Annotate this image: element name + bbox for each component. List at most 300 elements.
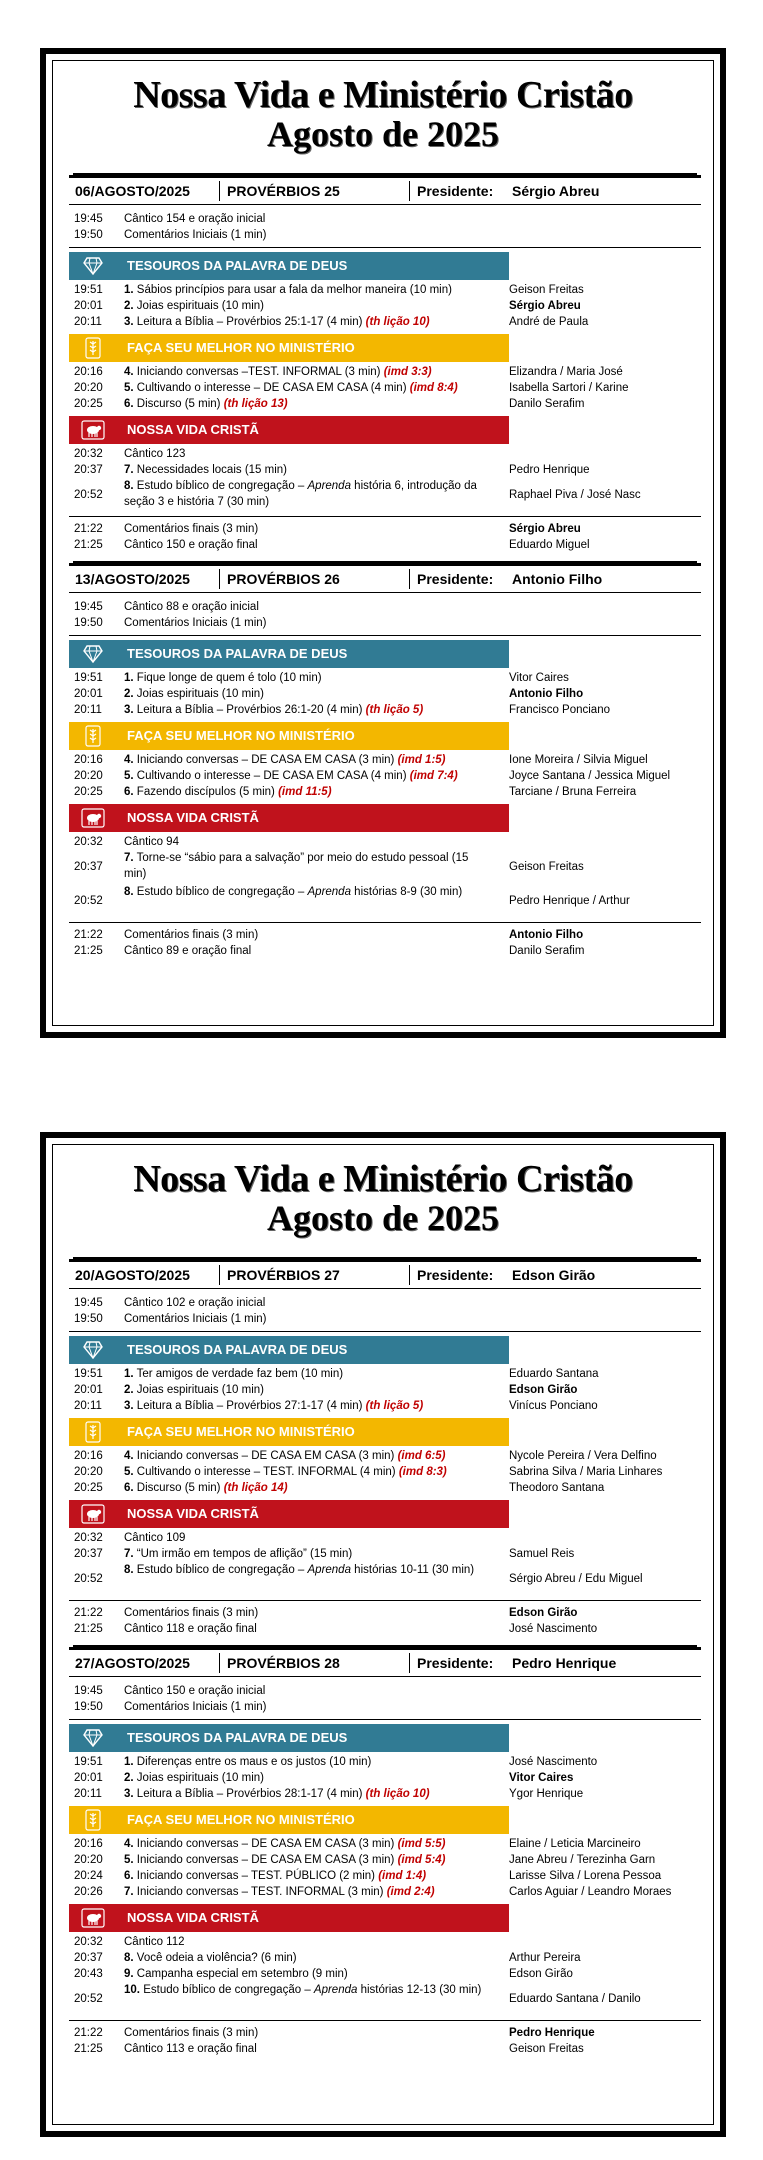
- time-label: 21:25: [74, 539, 103, 551]
- section-header-vida: [69, 416, 509, 444]
- week-block: [69, 1259, 701, 1637]
- section-title: NOSSA VIDA CRISTÃ: [127, 810, 259, 825]
- item-text: Estudo bíblico de congregação – Aprenda histórias 12-13 (30 min): [143, 1984, 482, 1996]
- item-text: Necessidades locais (15 min): [136, 464, 287, 476]
- page-subtitle: Agosto de 2025: [267, 1198, 499, 1238]
- assignee-name: Sérgio Abreu / Edu Miguel: [509, 1573, 643, 1585]
- week-block: [69, 1647, 701, 2057]
- header-divider: [409, 1265, 410, 1285]
- time-label: 19:50: [74, 1313, 103, 1325]
- item-text: Iniciando conversas – TEST. PÚBLICO (2 min): [136, 1870, 375, 1882]
- program-row: [69, 314, 701, 330]
- program-row: [69, 537, 701, 553]
- week-header: [69, 1647, 701, 1677]
- wheat-icon: [69, 722, 117, 750]
- assignee-name: José Nascimento: [509, 1756, 598, 1768]
- section-title: FAÇA SEU MELHOR NO MINISTÉRIO: [127, 1424, 355, 1439]
- section-header-vida: [69, 1904, 509, 1932]
- item-text: Cântico 88 e oração inicial: [124, 601, 259, 613]
- sheep-icon: [69, 804, 117, 832]
- page-title: Nossa Vida e Ministério Cristão: [133, 1158, 633, 1200]
- item-text: Leitura a Bíblia – Provérbios 28:1-17 (4 min): [136, 1788, 363, 1800]
- item-text: Iniciando conversas – TEST. INFORMAL (3 min): [136, 1886, 384, 1898]
- program-row: [69, 1366, 701, 1382]
- item-description: [124, 599, 489, 615]
- item-number: 3.: [124, 704, 134, 716]
- item-description: [124, 1382, 489, 1398]
- time-label: 20:11: [74, 704, 102, 716]
- item-text: Estudo bíblico de congregação – Aprenda histórias 10-11 (30 min): [136, 1564, 475, 1576]
- item-text: Leitura a Bíblia – Provérbios 26:1-20 (4 min): [136, 704, 363, 716]
- item-description: [124, 1699, 489, 1715]
- time-label: 20:52: [74, 1573, 103, 1585]
- study-reference: (imd 2:4): [386, 1886, 435, 1898]
- program-row: [69, 768, 701, 784]
- program-row: [69, 1770, 701, 1786]
- program-row: [69, 298, 701, 314]
- item-number: 7.: [124, 852, 134, 864]
- item-text: Iniciando conversas – DE CASA EM CASA (3 min): [136, 1450, 395, 1462]
- header-divider: [219, 1265, 220, 1285]
- item-text: Cântico 109: [124, 1532, 186, 1544]
- item-text: Leitura a Bíblia – Provérbios 25:1-17 (4 min): [136, 316, 363, 328]
- divider: [69, 2020, 701, 2021]
- program-row: [69, 1295, 701, 1311]
- time-label: 20:16: [74, 1450, 103, 1462]
- assignee-name: Larisse Silva / Lorena Pessoa: [509, 1870, 662, 1882]
- item-number: 1.: [124, 284, 134, 296]
- item-number: 10.: [124, 1984, 140, 1996]
- program-row: [69, 1530, 701, 1546]
- diamond-icon: [69, 640, 117, 668]
- program-row: [69, 599, 701, 615]
- program-row: [69, 1868, 701, 1884]
- program-row: [69, 670, 701, 686]
- item-description: [124, 927, 489, 943]
- president-name: Edson Girão: [512, 1267, 596, 1283]
- time-label: 20:24: [74, 1870, 103, 1882]
- item-description: [124, 1786, 489, 1802]
- item-text: Joias espirituais (10 min): [136, 1772, 264, 1784]
- item-number: 5.: [124, 770, 134, 782]
- item-description: [124, 768, 489, 784]
- item-number: 1.: [124, 672, 134, 684]
- assignee-name: Theodoro Santana: [509, 1482, 605, 1494]
- week-header: [69, 175, 701, 205]
- bible-reading: PROVÉRBIOS 27: [227, 1267, 340, 1283]
- president-name: Pedro Henrique: [512, 1655, 617, 1671]
- assignee-name: Francisco Ponciano: [509, 704, 610, 716]
- section-header-vida: [69, 1500, 509, 1528]
- assignee-name: Vitor Caires: [509, 672, 569, 684]
- time-label: 19:50: [74, 1701, 103, 1713]
- item-text: Iniciando conversas – DE CASA EM CASA (3 min): [136, 754, 395, 766]
- section-header-facas: [69, 1806, 509, 1834]
- time-label: 21:22: [74, 929, 103, 941]
- time-label: 20:26: [74, 1886, 103, 1898]
- item-description: [124, 1605, 489, 1621]
- assignee-name: Eduardo Santana / Danilo: [509, 1993, 641, 2005]
- item-text: Sábios princípios para usar a fala da melhor maneira (10 min): [136, 284, 452, 296]
- item-number: 4.: [124, 366, 134, 378]
- item-description: [124, 1546, 489, 1562]
- study-reference: (imd 6:5): [397, 1450, 446, 1462]
- item-number: 8.: [124, 1564, 134, 1576]
- item-description: [124, 1950, 489, 1966]
- section-title: FAÇA SEU MELHOR NO MINISTÉRIO: [127, 728, 355, 743]
- item-number: 8.: [124, 1952, 134, 1964]
- item-description: [124, 2025, 489, 2041]
- item-description: [124, 364, 489, 380]
- assignee-name: Danilo Serafim: [509, 398, 585, 410]
- time-label: 19:45: [74, 601, 103, 613]
- time-label: 20:01: [74, 1772, 103, 1784]
- title-spacer: [53, 1237, 713, 1259]
- item-text: Cântico 94: [124, 836, 179, 848]
- time-label: 20:25: [74, 1482, 103, 1494]
- sheep-icon: [69, 1500, 117, 1528]
- item-number: 8.: [124, 886, 134, 898]
- time-label: 20:16: [74, 366, 103, 378]
- assignee-name: Samuel Reis: [509, 1548, 575, 1560]
- item-description: [124, 462, 489, 478]
- assignee-name: Pedro Henrique: [509, 464, 590, 476]
- assignee-name: Arthur Pereira: [509, 1952, 581, 1964]
- assignee-name: Edson Girão: [509, 1384, 578, 1396]
- divider: [69, 1600, 701, 1601]
- item-text: Estudo bíblico de congregação – Aprenda história 6, introdução da seção 3 e história 7 (30 min): [124, 480, 477, 508]
- bible-reading: PROVÉRBIOS 28: [227, 1655, 340, 1671]
- item-description: [124, 1530, 489, 1546]
- assignee-name: Geison Freitas: [509, 861, 584, 873]
- time-label: 20:01: [74, 1384, 103, 1396]
- assignee-name: Nycole Pereira / Vera Delfino: [509, 1450, 657, 1462]
- president-label: Presidente:: [417, 1267, 494, 1283]
- item-number: 2.: [124, 688, 134, 700]
- item-text: Cântico 150 e oração final: [124, 539, 258, 551]
- assignee-name: Pedro Henrique / Arthur: [509, 895, 630, 907]
- item-description: [124, 1754, 489, 1770]
- section-title: FAÇA SEU MELHOR NO MINISTÉRIO: [127, 1812, 355, 1827]
- assignee-name: Antonio Filho: [509, 688, 584, 700]
- item-number: 3.: [124, 1400, 134, 1412]
- time-label: 20:16: [74, 754, 103, 766]
- item-description: [124, 521, 489, 537]
- item-description: [124, 380, 489, 396]
- page-subtitle: Agosto de 2025: [267, 114, 499, 154]
- item-text: Estudo bíblico de congregação – Aprenda histórias 8-9 (30 min): [136, 886, 463, 898]
- page-frame: [52, 1144, 714, 2125]
- study-reference: (th lição 5): [365, 704, 424, 716]
- time-label: 19:45: [74, 1685, 103, 1697]
- program-row: [69, 462, 701, 478]
- item-description: [124, 1366, 489, 1382]
- assignee-name: Pedro Henrique: [509, 2027, 595, 2039]
- time-label: 19:45: [74, 213, 103, 225]
- item-text: Cântico 150 e oração inicial: [124, 1685, 266, 1697]
- item-number: 6.: [124, 1870, 134, 1882]
- study-reference: (imd 1:5): [397, 754, 446, 766]
- program-row: [69, 1786, 701, 1802]
- diamond-icon: [69, 1336, 117, 1364]
- item-description: [124, 446, 489, 462]
- item-description: [124, 752, 489, 768]
- item-text: “Um irmão em tempos de aflição” (15 min): [136, 1548, 353, 1560]
- item-description: [124, 1934, 489, 1950]
- item-description: [124, 615, 489, 631]
- item-description: [124, 834, 489, 850]
- wheat-icon: [69, 1806, 117, 1834]
- item-text: Iniciando conversas – DE CASA EM CASA (3 min): [136, 1854, 395, 1866]
- time-label: 20:01: [74, 688, 103, 700]
- program-row: [69, 686, 701, 702]
- week-date: 27/AGOSTO/2025: [75, 1655, 190, 1671]
- program-row: [69, 1464, 701, 1480]
- item-number: 3.: [124, 316, 134, 328]
- item-description: [124, 2041, 489, 2057]
- study-reference: (imd 11:5): [278, 786, 332, 798]
- time-label: 20:43: [74, 1968, 103, 1980]
- program-row: [69, 1605, 701, 1621]
- item-description: [124, 1982, 489, 1998]
- program-row: [69, 227, 701, 243]
- program-row: [69, 1754, 701, 1770]
- assignee-name: Ione Moreira / Silvia Miguel: [509, 754, 648, 766]
- item-number: 6.: [124, 1482, 134, 1494]
- item-description: [124, 1562, 489, 1578]
- wheat-icon: [69, 1418, 117, 1446]
- time-label: 21:22: [74, 523, 103, 535]
- time-label: 20:20: [74, 770, 103, 782]
- president-label: Presidente:: [417, 183, 494, 199]
- program-row: [69, 927, 701, 943]
- item-description: [124, 227, 489, 243]
- study-reference: (imd 5:4): [397, 1854, 446, 1866]
- program-row: [69, 2041, 701, 2057]
- time-label: 21:22: [74, 1607, 103, 1619]
- item-description: [124, 1621, 489, 1637]
- program-row: [69, 1683, 701, 1699]
- item-text: Cultivando o interesse – DE CASA EM CASA (4 min): [136, 382, 407, 394]
- time-label: 20:52: [74, 489, 103, 501]
- section-title: TESOUROS DA PALAVRA DE DEUS: [127, 258, 348, 273]
- program-row: [69, 1699, 701, 1715]
- assignee-name: Elizandra / Maria José: [509, 366, 623, 378]
- section-title: TESOUROS DA PALAVRA DE DEUS: [127, 646, 348, 661]
- item-description: [124, 670, 489, 686]
- time-label: 19:51: [74, 1756, 103, 1768]
- week-date: 06/AGOSTO/2025: [75, 183, 190, 199]
- study-reference: (imd 1:4): [378, 1870, 427, 1882]
- section-header-facas: [69, 722, 509, 750]
- header-divider: [409, 181, 410, 201]
- section-header-tesouros: [69, 1724, 509, 1752]
- section-title: TESOUROS DA PALAVRA DE DEUS: [127, 1342, 348, 1357]
- item-number: 5.: [124, 1466, 134, 1478]
- time-label: 20:20: [74, 1854, 103, 1866]
- item-description: [124, 702, 489, 718]
- week-block: [69, 563, 701, 959]
- item-number: 4.: [124, 754, 134, 766]
- program-row: [69, 1621, 701, 1637]
- item-description: [124, 850, 489, 882]
- assignee-name: Carlos Aguiar / Leandro Moraes: [509, 1886, 672, 1898]
- item-number: 9.: [124, 1968, 134, 1980]
- item-text: Comentários finais (3 min): [124, 1607, 259, 1619]
- item-number: 5.: [124, 382, 134, 394]
- time-label: 20:37: [74, 1548, 103, 1560]
- program-row: [69, 1546, 701, 1562]
- item-description: [124, 1480, 489, 1496]
- header-divider: [409, 1653, 410, 1673]
- section-header-vida: [69, 804, 509, 832]
- item-description: [124, 1448, 489, 1464]
- program-row: [69, 1852, 701, 1868]
- item-text: Comentários finais (3 min): [124, 2027, 259, 2039]
- item-number: 3.: [124, 1788, 134, 1800]
- item-description: [124, 537, 489, 553]
- time-label: 20:25: [74, 786, 103, 798]
- page-title: Nossa Vida e Ministério Cristão: [133, 74, 633, 116]
- program-row: [69, 282, 701, 298]
- president-name: Sérgio Abreu: [512, 183, 600, 199]
- divider: [69, 247, 701, 248]
- assignee-name: Vitor Caires: [509, 1772, 574, 1784]
- book-title: Aprenda: [313, 1984, 358, 1996]
- study-reference: (th lição 10): [365, 1788, 430, 1800]
- item-text: Diferenças entre os maus e os justos (10 min): [136, 1756, 372, 1768]
- schedule-page: [40, 48, 726, 1038]
- assignee-name: Joyce Santana / Jessica Miguel: [509, 770, 671, 782]
- program-row: [69, 1884, 701, 1900]
- item-description: [124, 1398, 489, 1414]
- time-label: 19:51: [74, 284, 103, 296]
- item-text: Cântico 123: [124, 448, 186, 460]
- section-header-tesouros: [69, 252, 509, 280]
- study-reference: (th lição 14): [223, 1482, 288, 1494]
- week-date: 13/AGOSTO/2025: [75, 571, 190, 587]
- item-description: [124, 686, 489, 702]
- section-header-facas: [69, 334, 509, 362]
- item-number: 4.: [124, 1838, 134, 1850]
- item-number: 1.: [124, 1368, 134, 1380]
- item-text: Torne-se “sábio para a salvação” por meio do estudo pessoal (15 min): [124, 852, 469, 880]
- item-text: Comentários Iniciais (1 min): [124, 229, 267, 241]
- time-label: 20:20: [74, 382, 103, 394]
- item-description: [124, 1836, 489, 1852]
- item-description: [124, 1295, 489, 1311]
- book-title: Aprenda: [307, 886, 351, 898]
- item-description: [124, 1464, 489, 1480]
- item-text: Comentários finais (3 min): [124, 929, 259, 941]
- program-row: [69, 2025, 701, 2041]
- program-row: [69, 211, 701, 227]
- program-row: [69, 1934, 701, 1950]
- time-label: 20:25: [74, 398, 103, 410]
- item-text: Joias espirituais (10 min): [136, 300, 264, 312]
- program-row: [69, 615, 701, 631]
- study-reference: (imd 8:4): [409, 382, 458, 394]
- assignee-name: Sérgio Abreu: [509, 300, 581, 312]
- item-description: [124, 211, 489, 227]
- divider: [69, 922, 701, 923]
- program-row: [69, 521, 701, 537]
- item-description: [124, 314, 489, 330]
- time-label: 19:50: [74, 617, 103, 629]
- time-label: 19:50: [74, 229, 103, 241]
- time-label: 19:51: [74, 672, 103, 684]
- assignee-name: Raphael Piva / José Nasc: [509, 489, 641, 501]
- program-row: [69, 1966, 701, 1982]
- item-description: [124, 1884, 489, 1900]
- time-label: 20:32: [74, 448, 103, 460]
- item-number: 6.: [124, 786, 134, 798]
- program-row: [69, 702, 701, 718]
- title-spacer: [53, 153, 713, 175]
- program-row: [69, 1311, 701, 1327]
- program-row: [69, 1562, 701, 1596]
- book-title: Aprenda: [307, 480, 351, 492]
- time-label: 20:32: [74, 1532, 103, 1544]
- item-text: Comentários Iniciais (1 min): [124, 617, 267, 629]
- assignee-name: Jane Abreu / Terezinha Garn: [509, 1854, 656, 1866]
- diamond-icon: [69, 252, 117, 280]
- time-label: 21:25: [74, 1623, 103, 1635]
- item-description: [124, 282, 489, 298]
- section-title: NOSSA VIDA CRISTÃ: [127, 1506, 259, 1521]
- sheep-icon: [69, 416, 117, 444]
- assignee-name: Isabella Sartori / Karine: [509, 382, 629, 394]
- item-number: 7.: [124, 1886, 134, 1898]
- program-row: [69, 1836, 701, 1852]
- time-label: 20:16: [74, 1838, 103, 1850]
- sheep-icon: [69, 1904, 117, 1932]
- week-header: [69, 563, 701, 593]
- item-text: Discurso (5 min): [136, 1482, 221, 1494]
- program-row: [69, 784, 701, 800]
- divider: [69, 516, 701, 517]
- schedule-page: [40, 1132, 726, 2137]
- item-text: Cântico 154 e oração inicial: [124, 213, 266, 225]
- diamond-icon: [69, 1724, 117, 1752]
- header-divider: [219, 1653, 220, 1673]
- section-header-tesouros: [69, 1336, 509, 1364]
- program-row: [69, 943, 701, 959]
- item-text: Comentários Iniciais (1 min): [124, 1313, 267, 1325]
- time-label: 21:25: [74, 2043, 103, 2055]
- item-description: [124, 943, 489, 959]
- week-header: [69, 1259, 701, 1289]
- item-description: [124, 884, 489, 900]
- program-row: [69, 478, 701, 512]
- item-text: Joias espirituais (10 min): [136, 1384, 264, 1396]
- item-number: 2.: [124, 300, 134, 312]
- program-row: [69, 446, 701, 462]
- assignee-name: Ygor Henrique: [509, 1788, 584, 1800]
- item-number: 1.: [124, 1756, 134, 1768]
- item-number: 7.: [124, 1548, 134, 1560]
- assignee-name: Danilo Serafim: [509, 945, 585, 957]
- study-reference: (th lição 10): [365, 316, 430, 328]
- study-reference: (th lição 13): [223, 398, 288, 410]
- program-row: [69, 1398, 701, 1414]
- header-divider: [219, 181, 220, 201]
- item-number: 5.: [124, 1854, 134, 1866]
- president-name: Antonio Filho: [512, 571, 603, 587]
- item-text: Cultivando o interesse – TEST. INFORMAL (4 min): [136, 1466, 396, 1478]
- week-date: 20/AGOSTO/2025: [75, 1267, 190, 1283]
- time-label: 20:52: [74, 895, 103, 907]
